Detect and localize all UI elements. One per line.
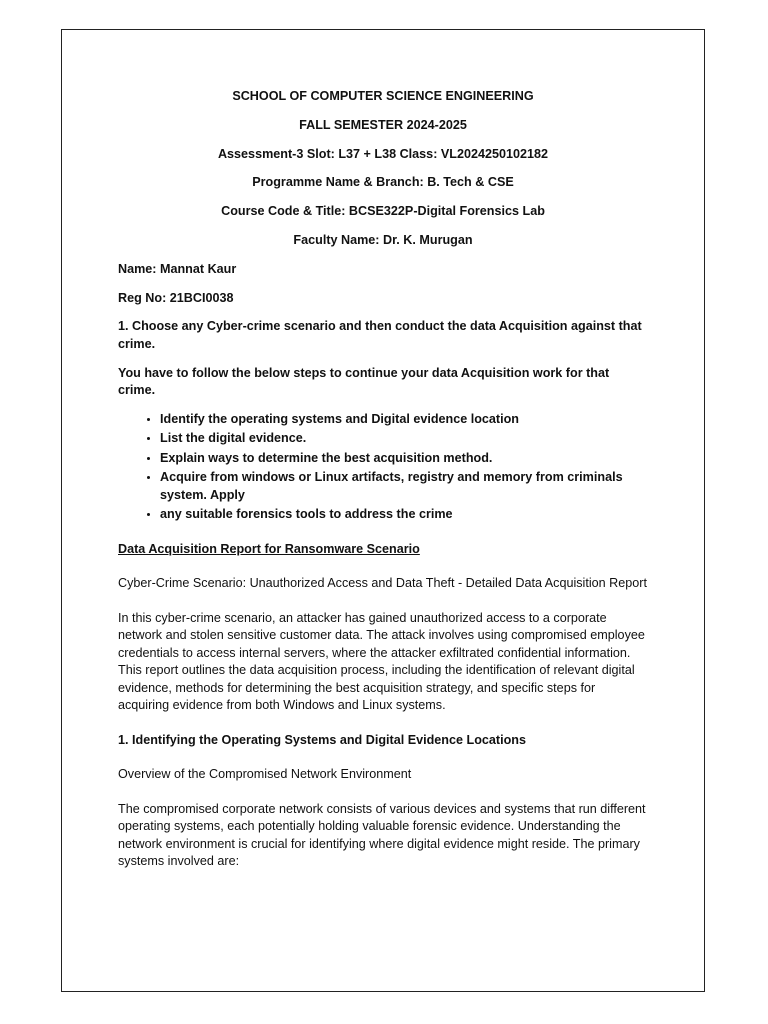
section1-subheading: Overview of the Compromised Network Environment — [118, 767, 412, 782]
task-step: • any suitable forensics tools to address the crime — [160, 506, 648, 524]
school-heading: SCHOOL OF COMPUTER SCIENCE ENGINEERING — [232, 89, 534, 103]
section1-heading: 1. Identifying the Operating Systems and Digital Evidence Locations — [118, 732, 526, 747]
question-instruction: You have to follow the below steps to continue your data Acquisition work for that crime. — [118, 365, 610, 398]
task-steps-list — [118, 411, 648, 524]
task-step: • List the digital evidence. — [160, 430, 648, 448]
document-content — [118, 88, 648, 888]
document-page — [61, 29, 705, 992]
task-step: • Acquire from windows or Linux artifacts, registry and memory from criminals system. Apply — [160, 469, 648, 504]
task-step: • Identify the operating systems and Digital evidence location — [160, 411, 648, 429]
programme-heading: Programme Name & Branch: B. Tech & CSE — [252, 175, 514, 190]
scenario-title: Cyber-Crime Scenario: Unauthorized Access and Data Theft - Detailed Data Acquisition Report — [118, 576, 647, 591]
student-reg-no: Reg No: 21BCI0038 — [118, 290, 234, 305]
question-text: 1. Choose any Cyber-crime scenario and then conduct the data Acquisition against that crime. — [118, 319, 642, 351]
course-heading: Course Code & Title: BCSE322P-Digital Forensics Lab — [221, 204, 545, 219]
faculty-heading: Faculty Name: Dr. K. Murugan — [293, 232, 473, 247]
section1-body: The compromised corporate network consists of various devices and systems that run different operating systems, each potentially holding valuable forensic evidence. Understanding the network environment is crucial for identifying where digital evidence might reside. The primary systems involved are: — [118, 801, 646, 869]
student-name: Name: Mannat Kaur — [118, 261, 237, 276]
task-step: • Explain ways to determine the best acquisition method. — [160, 450, 648, 468]
intro-paragraph: In this cyber-crime scenario, an attacker has gained unauthorized access to a corporate network and stolen sensitive customer data. The attack involves using compromised employee credentials to access internal servers, where the attacker exfiltrated confidential information. This report outlines the data acquisition process, including the identification of relevant digital evidence, methods for determining the best acquisition strategy, and specific steps for acquiring evidence from both Windows and Linux systems. — [118, 610, 645, 713]
assessment-heading: Assessment-3 Slot: L37 + L38 Class: VL2024250102182 — [217, 146, 549, 161]
semester-heading: FALL SEMESTER 2024-2025 — [299, 117, 467, 132]
report-title: Data Acquisition Report for Ransomware Scenario — [118, 541, 420, 556]
